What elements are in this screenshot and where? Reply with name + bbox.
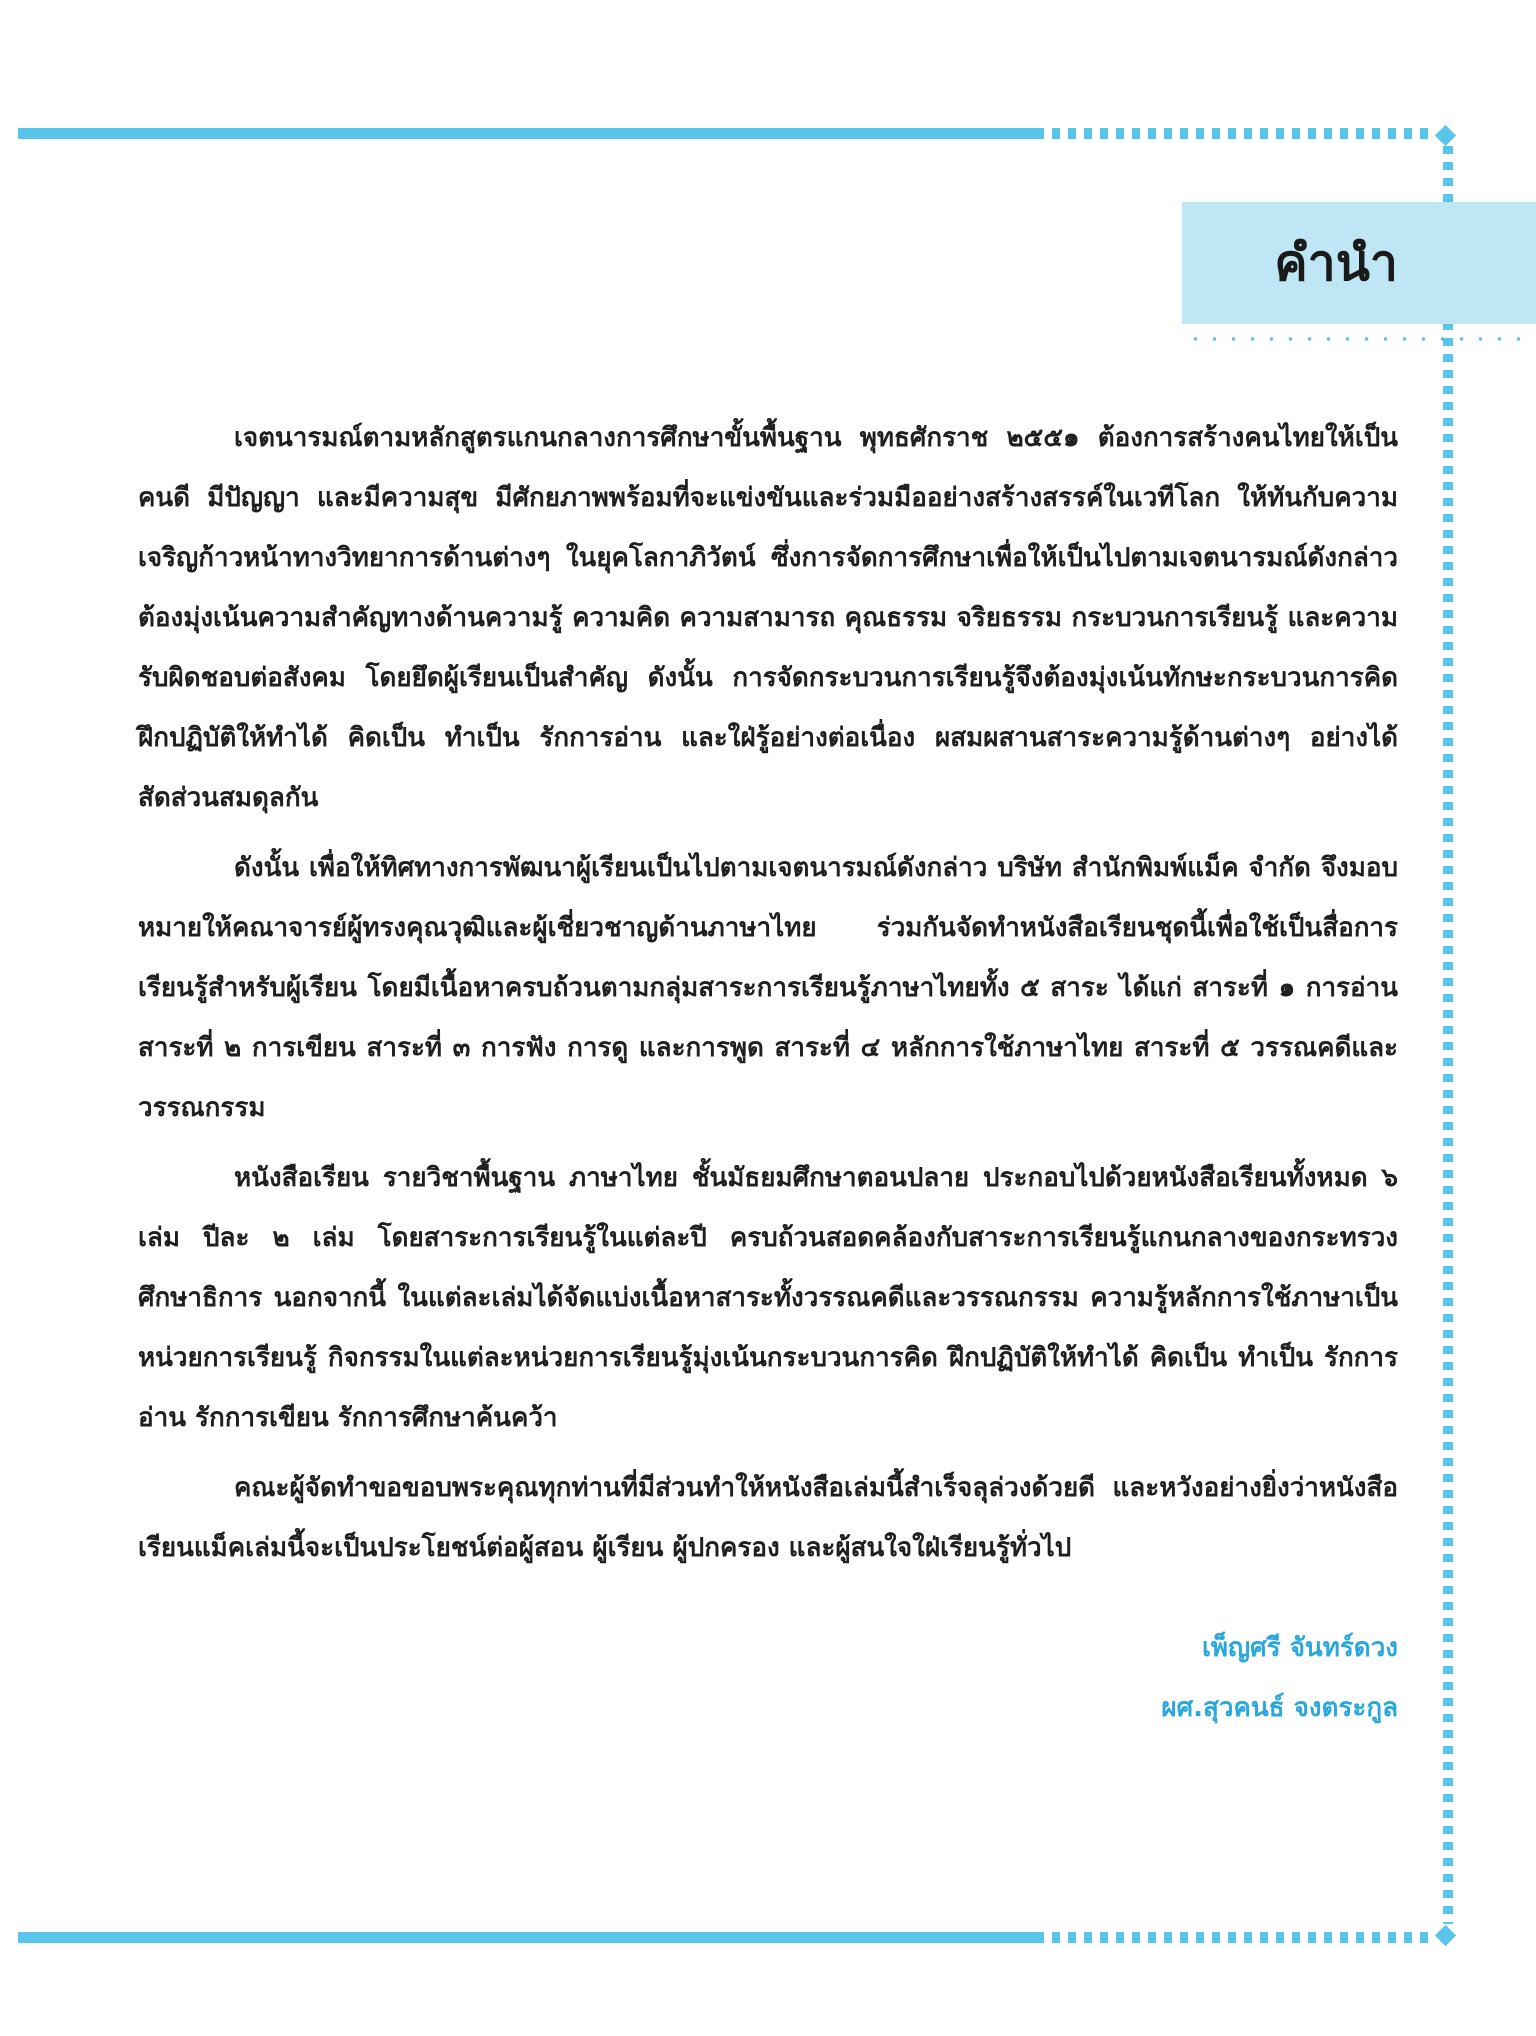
paragraph-4: คณะผู้จัดทำขอขอบพระคุณทุกท่านที่มีส่วนทำให้หนังสือเล่มนี้สำเร็จลุล่วงด้วยดี และหวังอย่างยิ่งว่าหนังสือเรียนแม็คเล่มนี้จะเป็นประโยชน์ต่อผู้สอน ผู้เรียน ผู้ปกครอง และผู้สนใจใฝ่เรียนรู้ทั่วไป [138, 1473, 1398, 1563]
top-border-line [18, 128, 1044, 139]
right-border-dots [1443, 146, 1453, 1924]
author-name-1: เพ็ญศรี จันทร์ดวง [1202, 1633, 1398, 1663]
top-border-dots [1052, 128, 1436, 139]
top-right-corner-diamond [1435, 125, 1456, 146]
bottom-border-line [18, 1932, 1044, 1943]
title-underline-dots [1186, 337, 1532, 341]
paragraph-3: หนังสือเรียน รายวิชาพื้นฐาน ภาษาไทย ชั้นมัธยมศึกษาตอนปลาย ประกอบไปด้วยหนังสือเรียนทั้งหมด ๖ เล่ม ปีละ ๒ เล่ม โดยสาระการเรียนรู้ในแต่ละปี ครบถ้วนสอดคล้องกับสาระการเรียนรู้แกนกลางของกระทรวงศึกษาธิการ นอกจากนี้ ในแต่ละเล่มได้จัดแบ่งเนื้อหาสาระทั้งวรรณคดีและวรรณกรรม ความรู้หลักการใช้ภาษาเป็นหน่วยการเรียนรู้ กิจกรรมในแต่ละหน่วยการเรียนรู้มุ่งเน้นกระบวนการคิด ฝึกปฏิบัติให้ทำได้ คิดเป็น ทำเป็น รักการอ่าน รักการเขียน รักการศึกษาค้นคว้า [138, 1163, 1398, 1433]
paragraph-2: ดังนั้น เพื่อให้ทิศทางการพัฒนาผู้เรียนเป็นไปตามเจตนารมณ์ดังกล่าว บริษัท สำนักพิมพ์แม็ค จำกัด จึงมอบหมายให้คณาจารย์ผู้ทรงคุณวุฒิและผู้เชี่ยวชาญด้านภาษาไทย ร่วมกันจัดทำหนังสือเรียนชุดนี้เพื่อใช้เป็นสื่อการเรียนรู้สำหรับผู้เรียน โดยมีเนื้อหาครบถ้วนตามกลุ่มสาระการเรียนรู้ภาษาไทยทั้ง ๕ สาระ ได้แก่ สาระที่ ๑ การอ่าน สาระที่ ๒ การเขียน สาระที่ ๓ การฟัง การดู และการพูด สาระที่ ๔ หลักการใช้ภาษาไทย สาระที่ ๕ วรรณคดีและวรรณกรรม [138, 853, 1398, 1123]
author-signatures [900, 1618, 1398, 1738]
author-name-2: ผศ.สุวคนธ์ จงตระกูล [1161, 1693, 1398, 1723]
paragraph-1: เจตนารมณ์ตามหลักสูตรแกนกลางการศึกษาขั้นพื้นฐาน พุทธศักราช ๒๕๕๑ ต้องการสร้างคนไทยให้เป็นคนดี มีปัญญา และมีความสุข มีศักยภาพพร้อมที่จะแข่งขันและร่วมมืออย่างสร้างสรรค์ในเวทีโลก ให้ทันกับความเจริญก้าวหน้าทางวิทยาการด้านต่างๆ ในยุคโลกาภิวัตน์ ซึ่งการจัดการศึกษาเพื่อให้เป็นไปตามเจตนารมณ์ดังกล่าว ต้องมุ่งเน้นความสำคัญทางด้านความรู้ ความคิด ความสามารถ คุณธรรม จริยธรรม กระบวนการเรียนรู้ และความรับผิดชอบต่อสังคม โดยยึดผู้เรียนเป็นสำคัญ ดังนั้น การจัดกระบวนการเรียนรู้จึงต้องมุ่งเน้นทักษะกระบวนการคิด ฝึกปฏิบัติให้ทำได้ คิดเป็น ทำเป็น รักการอ่าน และใฝ่รู้อย่างต่อเนื่อง ผสมผสานสาระความรู้ด้านต่างๆ อย่างได้สัดส่วนสมดุลกัน [138, 423, 1398, 813]
bottom-right-corner-diamond [1435, 1925, 1456, 1946]
bottom-border-dots [1052, 1932, 1436, 1943]
page-title: คำนำ [1274, 234, 1398, 292]
preface-body [138, 408, 1398, 1588]
